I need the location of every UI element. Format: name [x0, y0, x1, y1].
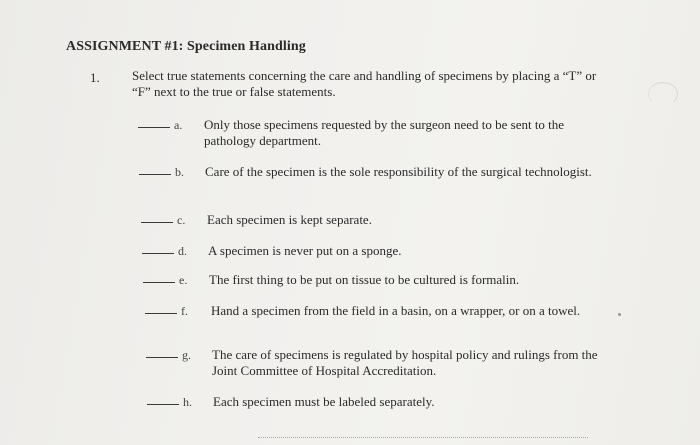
question-text: Select true statements concerning the care and handling of specimens by placing a “T” or “F” next to the true or false statements. — [132, 68, 597, 99]
statement-text: Each specimen is kept separate. — [207, 212, 372, 227]
statement-h — [147, 394, 603, 410]
statement-text: Only those specimens requested by the surgeon need to be sent to the pathology department. — [204, 117, 565, 148]
statement-letter: f. — [181, 304, 188, 318]
question-number: 1. — [90, 70, 100, 85]
assignment-title: ASSIGNMENT #1: Specimen Handling — [66, 39, 306, 54]
statement-d — [142, 243, 598, 259]
answer-blank-f[interactable] — [145, 303, 177, 314]
statement-letter: b. — [175, 165, 184, 179]
answer-blank-e[interactable] — [143, 272, 175, 283]
statement-letter: a. — [174, 118, 183, 132]
answer-blank-h[interactable] — [147, 394, 179, 405]
statement-c — [141, 212, 597, 228]
statement-e — [143, 272, 599, 288]
statement-letter: h. — [183, 395, 192, 409]
statement-text: Care of the specimen is the sole responsibility of the surgical technologist. — [205, 164, 592, 179]
statement-g — [146, 347, 602, 379]
statement-a — [138, 117, 594, 149]
statement-letter: c. — [177, 213, 186, 227]
statement-text: The first thing to be put on tissue to be cultured is formalin. — [209, 272, 520, 287]
statement-text: The care of specimens is regulated by hospital policy and rulings from the Joint Committee of Hospital Accreditation. — [212, 347, 598, 378]
statement-letter: g. — [182, 348, 191, 362]
answer-blank-g[interactable] — [146, 347, 178, 358]
statement-letter: e. — [179, 273, 188, 287]
answer-blank-b[interactable] — [139, 164, 171, 175]
answer-blank-d[interactable] — [142, 243, 174, 254]
answer-blank-c[interactable] — [141, 212, 173, 223]
faint-circle-mark — [648, 82, 678, 106]
stray-dot-mark — [618, 313, 621, 316]
statement-b — [139, 164, 595, 180]
statement-f — [145, 303, 601, 319]
statement-letter: d. — [178, 244, 187, 258]
statement-text: Each specimen must be labeled separately. — [213, 394, 435, 409]
statement-text: Hand a specimen from the field in a basin, on a wrapper, or on a towel. — [211, 303, 581, 318]
answer-blank-a[interactable] — [138, 117, 170, 128]
statement-text: A specimen is never put on a sponge. — [208, 243, 402, 258]
cut-off-text-line — [258, 437, 588, 444]
